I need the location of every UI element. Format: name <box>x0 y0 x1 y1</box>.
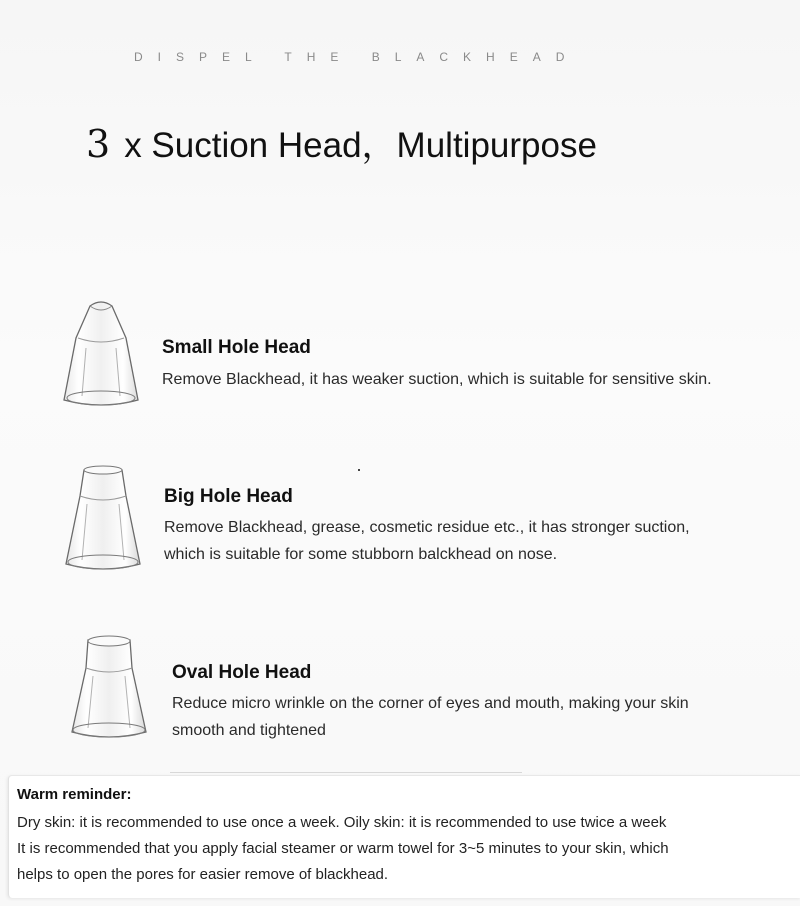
big-hole-head-title: Big Hole Head <box>164 486 293 507</box>
title-text: x Suction Head，Multipurpose <box>124 126 597 165</box>
small-hole-head-image <box>60 298 142 410</box>
head-count: 3 <box>86 122 111 166</box>
tagline: DISPEL THE BLACKHEAD <box>134 50 580 64</box>
oval-hole-head-image <box>66 634 152 742</box>
oval-hole-head-description-line-2: smooth and tightened <box>172 722 326 739</box>
small-hole-head-title: Small Hole Head <box>162 337 311 358</box>
oval-hole-head-description-line-1: Reduce micro wrinkle on the corner of eyes and mouth, making your skin <box>172 695 689 712</box>
big-hole-head-description-line-2: which is suitable for some stubborn balckhead on nose. <box>164 546 558 563</box>
big-hole-head-image <box>62 462 144 574</box>
warm-reminder-title: Warm reminder: <box>17 786 132 803</box>
big-hole-head-description-line-1: Remove Blackhead, grease, cosmetic residue etc., it has stronger suction, <box>164 519 690 536</box>
warm-reminder-box <box>8 775 800 898</box>
reminder-line-1: Dry skin: it is recommended to use once a week. Oily skin: it is recommended to use twice a week <box>17 814 667 831</box>
oval-hole-head-title: Oval Hole Head <box>172 662 312 683</box>
dot-mark <box>358 469 360 471</box>
page-title <box>86 118 597 168</box>
small-hole-head-description: Remove Blackhead, it has weaker suction, which is suitable for sensitive skin. <box>162 371 712 388</box>
reminder-line-3: helps to open the pores for easier remove of blackhead. <box>17 866 389 883</box>
reminder-line-2: It is recommended that you apply facial steamer or warm towel for 3~5 minutes to your skin, which <box>17 840 669 857</box>
divider <box>170 772 522 773</box>
